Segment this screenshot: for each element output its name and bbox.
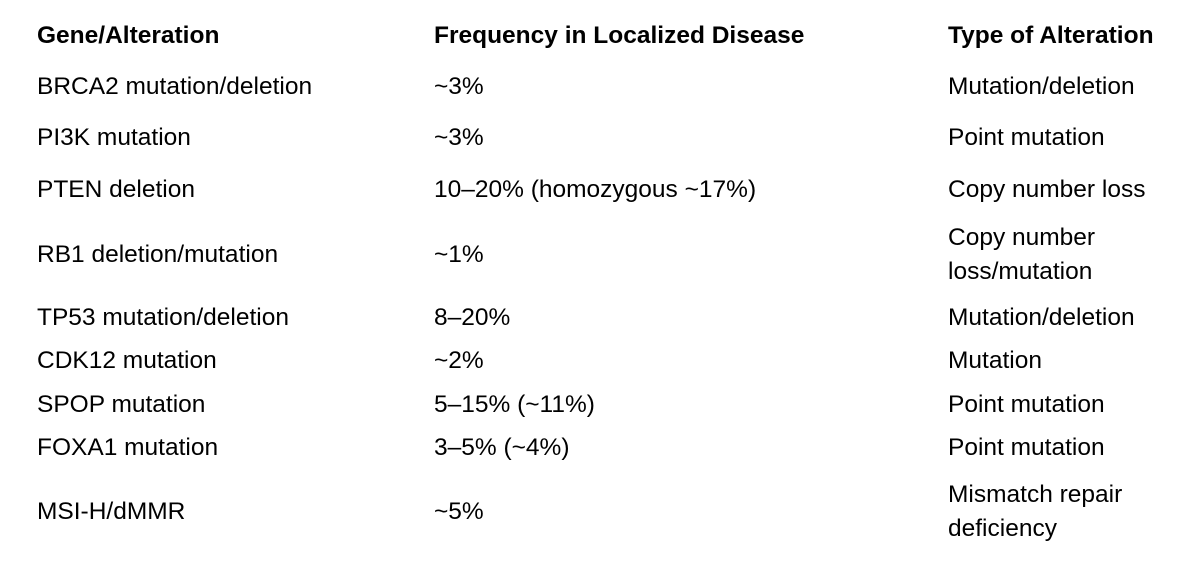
- table-cell-type: Point mutation: [948, 434, 1105, 461]
- table-cell-frequency: 3–5% (~4%): [434, 434, 570, 461]
- table-cell-gene: SPOP mutation: [37, 391, 206, 418]
- table-cell-gene: CDK12 mutation: [37, 347, 217, 374]
- column-header-type: Type of Alteration: [948, 22, 1154, 49]
- table-cell-type-line2: loss/mutation: [948, 258, 1093, 285]
- table-cell-type: Copy number loss: [948, 176, 1146, 203]
- table-cell-type-line2: deficiency: [948, 515, 1057, 542]
- table-cell-frequency: ~5%: [434, 498, 484, 525]
- table-cell-gene: PTEN deletion: [37, 176, 195, 203]
- table-cell-frequency: ~3%: [434, 73, 484, 100]
- table-cell-type: Point mutation: [948, 391, 1105, 418]
- table-cell-frequency: 10–20% (homozygous ~17%): [434, 176, 757, 203]
- table-cell-type: Mutation/deletion: [948, 73, 1135, 100]
- table-cell-type: Point mutation: [948, 124, 1105, 151]
- table-cell-type-line1: Copy number: [948, 224, 1096, 251]
- table-cell-frequency: ~2%: [434, 347, 484, 374]
- table-cell-type: Mutation/deletion: [948, 304, 1135, 331]
- table-cell-type-line1: Mismatch repair: [948, 481, 1123, 508]
- table-cell-frequency: ~3%: [434, 124, 484, 151]
- table-cell-frequency: ~1%: [434, 241, 484, 268]
- table-cell-frequency: 5–15% (~11%): [434, 391, 595, 418]
- table-cell-gene: FOXA1 mutation: [37, 434, 219, 461]
- table-cell-gene: TP53 mutation/deletion: [37, 304, 289, 331]
- table-cell-type: Mutation: [948, 347, 1042, 374]
- table-cell-gene: BRCA2 mutation/deletion: [37, 73, 313, 100]
- table-cell-gene: PI3K mutation: [37, 124, 191, 151]
- column-header-frequency: Frequency in Localized Disease: [434, 22, 805, 49]
- table-cell-gene: MSI-H/dMMR: [37, 498, 186, 525]
- table-cell-frequency: 8–20%: [434, 304, 511, 331]
- table-cell-gene: RB1 deletion/mutation: [37, 241, 279, 268]
- column-header-gene: Gene/Alteration: [37, 22, 220, 49]
